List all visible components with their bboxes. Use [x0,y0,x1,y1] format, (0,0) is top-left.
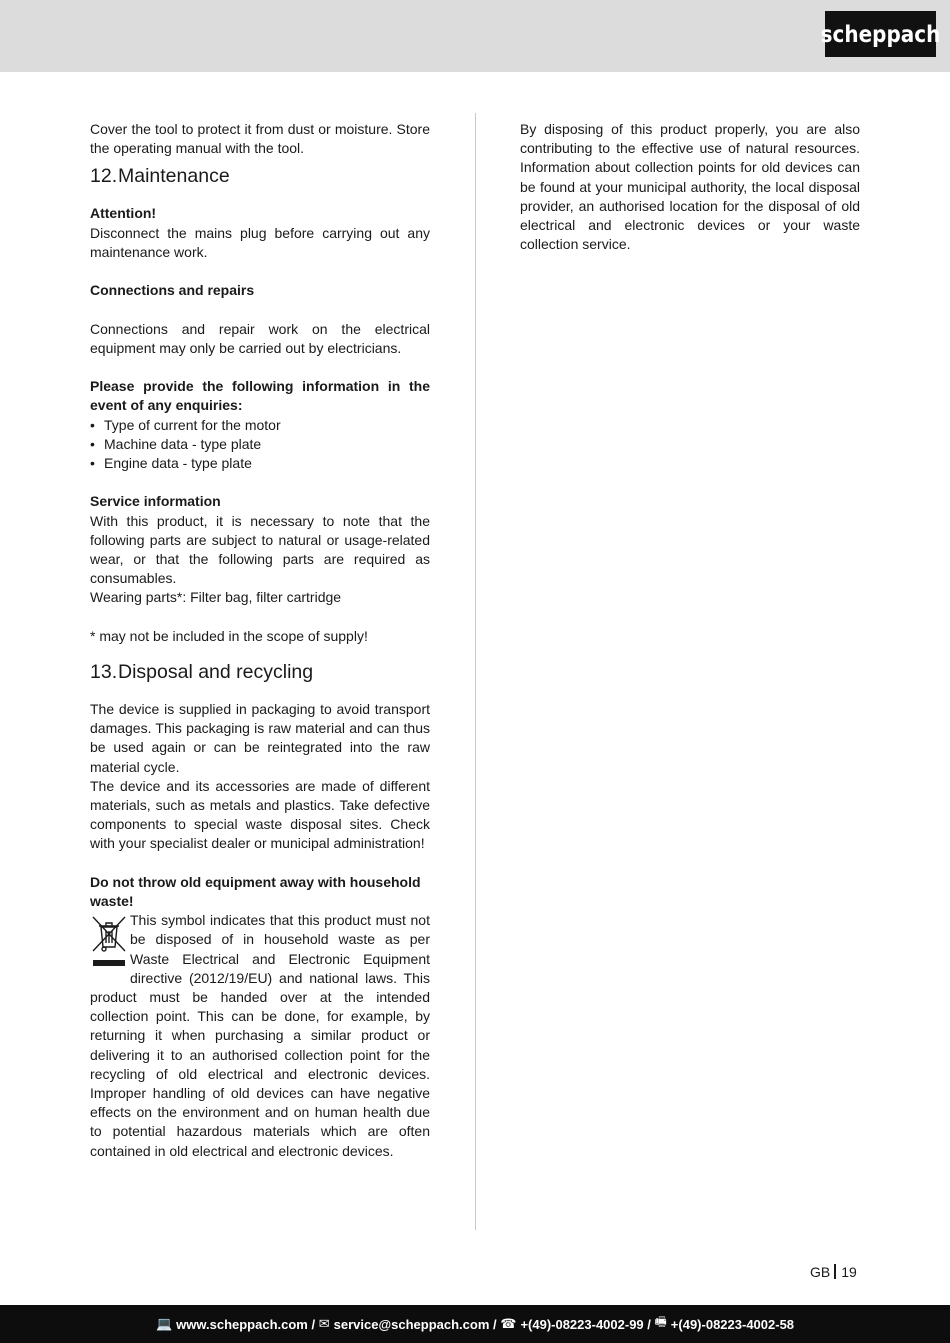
page-number [810,1264,857,1280]
weee-block [90,911,430,1161]
disposal-paragraph-1: The device is supplied in packaging to avoid transport damages. This packaging is raw material and can thus be used again or can be reintegrated into the raw material cycle. [90,701,430,775]
mail-icon: ✉ [318,1316,330,1331]
right-column [520,120,860,254]
connections-text: Connections and repair work on the electrical equipment may only be carried out by electricians. [90,320,430,356]
attention-label: Attention! [90,205,157,222]
weee-symbol-text: This symbol indicates that this product must not be disposed of in household waste as per Waste Electrical and Electronic Equipment directive (2012/19/EU) and national laws. This product must be handed over at the intended collection point. This can be done, for example, by returning it when purchasing a similar product or delivering it to an authorised collection point for the recycling of old electrical and electronic devices. Improper handling of old devices can have negative effects on the environment and on human health due to potential hazardous materials which are often contained in old electrical and electronic devices. [90,912,430,1159]
fax-icon: 🖷 [654,1314,667,1329]
footer-contact-bar: 💻 www.scheppach.com / ✉ service@scheppach.com / ☎ +(49)-08223-4002-99 / 🖷 +(49)-08223-4002-58 [0,1305,950,1343]
section-title: Disposal and recycling [118,661,314,683]
intro-text: Cover the tool to protect it from dust or moisture. Store the operating manual with the tool. [90,121,430,157]
section-heading-maintenance [90,164,430,188]
section-title: Maintenance [118,165,230,188]
supply-footnote: * may not be included in the scope of supply! [90,627,368,644]
section-number: 12. [90,165,118,188]
service-text: With this product, it is necessary to note that the following parts are subject to natural or usage-related wear, or that the following parts are required as consumables. [90,512,430,587]
service-heading: Service information [90,493,221,510]
scheppach-logo: scheppach [825,11,936,57]
section-number: 13. [90,661,118,683]
list-item: • Type of current for the motor [90,416,430,435]
household-waste-warning: Do not throw old equipment away with household waste! [90,873,421,910]
resources-text: By disposing of this product properly, you are also contributing to the effective use of natural resources. Information about collection points for old devices can be found at your municipal authority, the local disposal provider, an authorised location for the disposal of old electrical and electronic devices or your waste collection service. [520,121,860,253]
enquiries-list [90,416,430,474]
website-link[interactable]: www.scheppach.com [176,1316,308,1332]
attention-text: Disconnect the mains plug before carrying out any maintenance work. [90,224,430,260]
section-heading-disposal [90,660,430,684]
column-divider [475,113,476,1230]
computer-icon: 💻 [155,1316,173,1331]
left-column [90,120,430,1161]
connections-heading: Connections and repairs [90,282,255,299]
phone-number: +(49)-08223-4002-99 [520,1316,644,1332]
language-code: GB [810,1264,831,1280]
disposal-paragraph-2: The device and its accessories are made of different materials, such as metals and plastics. Take defective components to special waste disposal sites. Check with your specialist dealer or municipal administration! [90,777,430,852]
wearing-parts: Wearing parts*: Filter bag, filter cartridge [90,589,342,606]
header-band [0,0,950,72]
list-item: • Engine data - type plate [90,454,430,473]
fax-number: +(49)-08223-4002-58 [670,1316,795,1332]
crossed-out-wheelie-bin-icon [90,913,128,973]
list-item: • Machine data - type plate [90,435,430,454]
enquiries-heading: Please provide the following information in the event of any enquiries: [90,378,430,414]
phone-icon: ☎ [500,1316,517,1331]
email-link[interactable]: service@scheppach.com [333,1316,490,1332]
page-number-value: 19 [841,1264,857,1280]
